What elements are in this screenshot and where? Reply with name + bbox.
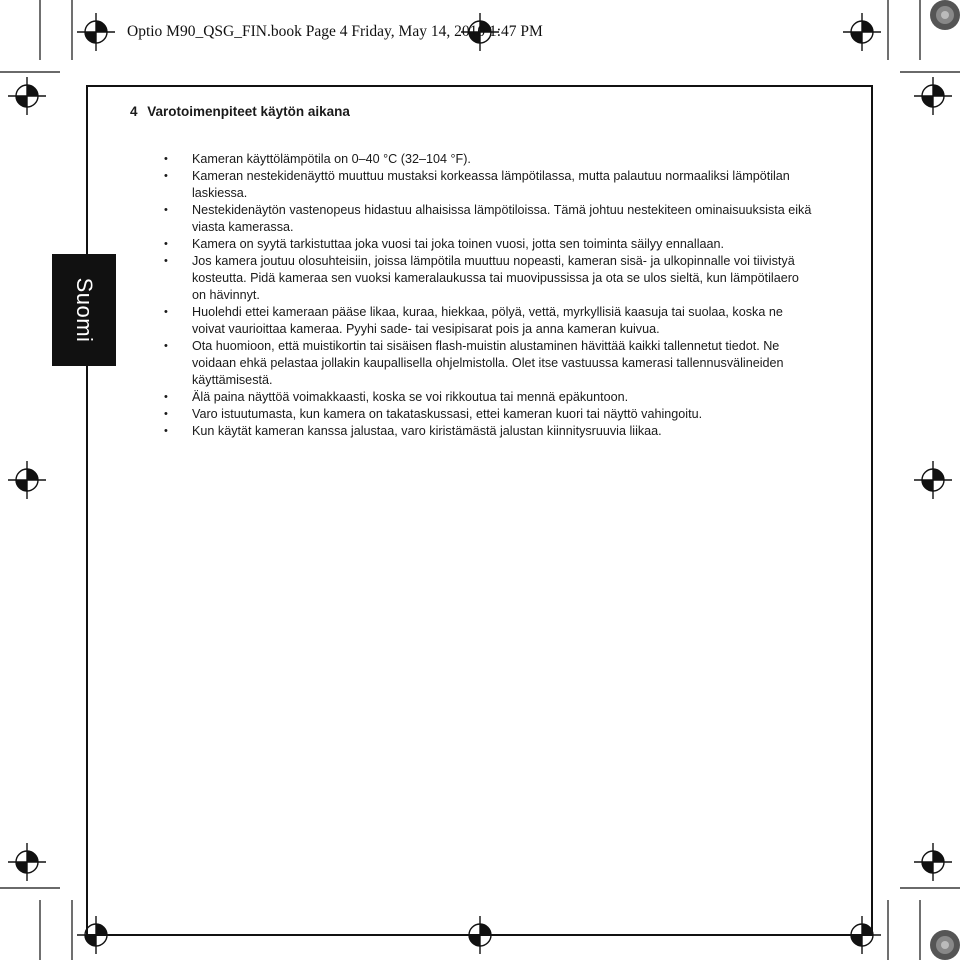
color-target-bottom-right [930, 930, 960, 960]
color-target-top-right [930, 0, 960, 30]
registration-mark-left-bottom [8, 843, 46, 881]
list-item: • Kameran käyttölämpötila on 0–40 °C (32–104 °F). [164, 151, 814, 168]
registration-mark-top-left [77, 13, 115, 51]
list-item: • Älä paina näyttöä voimakkaasti, koska se voi rikkoutua tai mennä epäkuntoon. [164, 389, 814, 406]
list-item: • Kun käytät kameran kanssa jalustaa, varo kiristämästä jalustan kiinnitysruuvia liikaa. [164, 423, 814, 440]
section-heading [130, 104, 350, 119]
registration-mark-right-bottom [914, 843, 952, 881]
print-slug: Optio M90_QSG_FIN.book Page 4 Friday, May 14, 2010 1:47 PM [127, 23, 543, 40]
list-item: • Jos kamera joutuu olosuhteisiin, joissa lämpötila muuttuu nopeasti, kameran sisä- ja ulkopinnalle voi tiivistyä kosteutta. Pidä kameraa sen vuoksi kameralaukussa tai muovipussissa ja ota se ulos sieltä, kun lämpötilaero on hävinnyt. [164, 253, 814, 304]
section-title: Varotoimenpiteet käytön aikana [147, 104, 350, 119]
list-item: • Ota huomioon, että muistikortin tai sisäisen flash-muistin alustaminen hävittää kaikki tallennetut tiedot. Ne voidaan ehkä pelastaa jollakin kaupallisella ohjelmistolla. Olet itse vastuussa kamerasi tallennusvälineiden käyttämisestä. [164, 338, 814, 389]
list-item: • Kameran nestekidenäyttö muuttuu mustaksi korkeassa lämpötilassa, mutta palautuu normaaliksi lämpötilan laskiessa. [164, 168, 814, 202]
list-item: • Nestekidenäytön vastenopeus hidastuu alhaisissa lämpötiloissa. Tämä johtuu nestekiteen ominaisuuksista eikä viasta kamerassa. [164, 202, 814, 236]
page-number: 4 [130, 104, 138, 119]
language-tab-label: Suomi [72, 277, 97, 343]
language-tab [52, 254, 116, 366]
registration-mark-right-middle [914, 461, 952, 499]
registration-mark-left-middle [8, 461, 46, 499]
registration-mark-right-top [914, 77, 952, 115]
precaution-list [164, 151, 814, 440]
registration-mark-left-top [8, 77, 46, 115]
list-item: • Kamera on syytä tarkistuttaa joka vuosi tai joka toinen vuosi, jotta sen toiminta säilyy ennallaan. [164, 236, 814, 253]
list-item: • Varo istuutumasta, kun kamera on takataskussasi, ettei kameran kuori tai näyttö vahingoitu. [164, 406, 814, 423]
list-item: • Huolehdi ettei kameraan pääse likaa, kuraa, hiekkaa, pölyä, vettä, myrkyllisiä kaasuja tai suolaa, koska ne voivat vaurioittaa kameraa. Pyyhi sade- tai vesipisarat pois ja anna kameran kuivua. [164, 304, 814, 338]
registration-mark-top-right [843, 13, 881, 51]
